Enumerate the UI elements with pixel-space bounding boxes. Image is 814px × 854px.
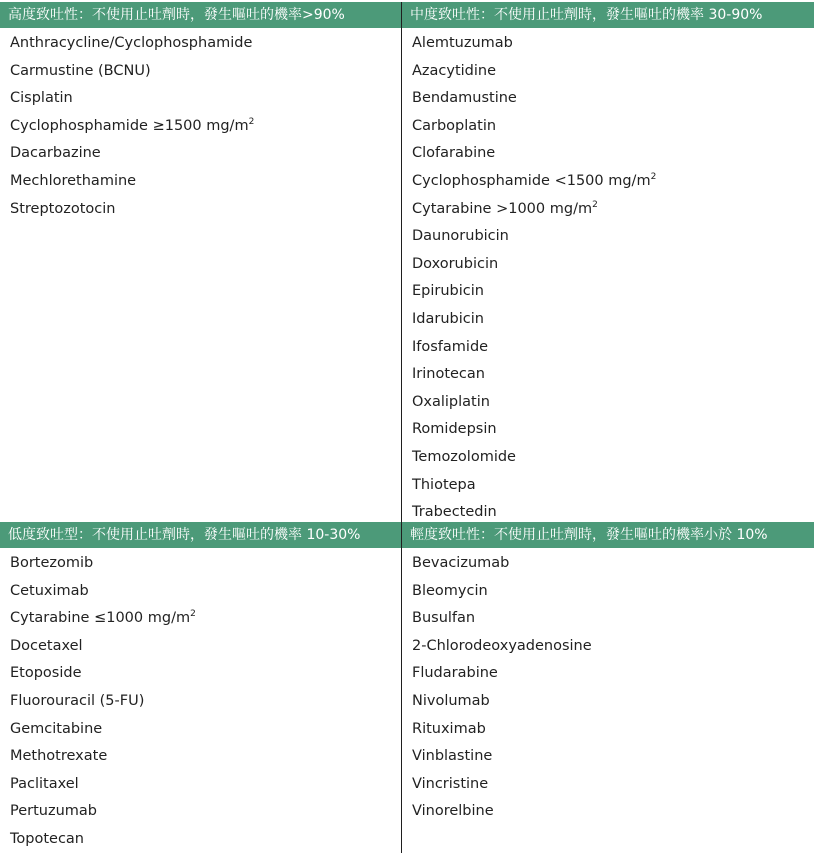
drug-name: Alemtuzumab bbox=[412, 35, 513, 51]
low-emetogenic-drug bbox=[10, 826, 401, 854]
drug-name: Doxorubicin bbox=[412, 255, 499, 272]
drug-name: Clofarabine bbox=[412, 145, 496, 162]
drug-name: Methotrexate bbox=[10, 748, 108, 765]
high-emetogenic-drug bbox=[10, 196, 401, 224]
minimal-emetogenic-drug bbox=[412, 743, 814, 771]
drug-name: Thiotepa bbox=[412, 476, 476, 493]
drug-name: Bleomycin bbox=[412, 582, 488, 599]
drug-name: Paclitaxel bbox=[10, 775, 79, 792]
drug-name: Dacarbazine bbox=[10, 145, 101, 162]
drug-name: Epirubicin bbox=[412, 283, 484, 300]
drug-name: Idarubicin bbox=[412, 310, 484, 327]
high-emetogenic-drug bbox=[10, 113, 401, 141]
moderate-emetogenic-drug bbox=[412, 306, 814, 334]
low-emetogenic-drug bbox=[10, 660, 401, 688]
drug-name: Daunorubicin bbox=[412, 228, 509, 245]
drug-name: Vincristine bbox=[412, 775, 489, 792]
moderate-emetogenic-drug bbox=[412, 168, 814, 196]
low-emetogenic-drug bbox=[10, 716, 401, 744]
low-emetogenic-drug bbox=[10, 550, 401, 578]
low-emetogenic-drug bbox=[10, 605, 401, 633]
high-emetogenic-drug bbox=[10, 30, 401, 58]
drug-name: Fluorouracil (5-FU) bbox=[10, 692, 145, 709]
moderate-emetogenic-drug bbox=[412, 389, 814, 417]
low-emetogenic-drug bbox=[10, 578, 401, 606]
drug-name: Cyclophosphamide ≥1500 mg/m bbox=[10, 117, 249, 134]
table-top-section bbox=[0, 2, 814, 522]
drug-name: Nivolumab bbox=[412, 692, 490, 709]
drug-name: Cisplatin bbox=[10, 90, 73, 107]
minimal-emetogenic-drug bbox=[412, 633, 814, 661]
drug-name: Fludarabine bbox=[412, 665, 498, 682]
moderate-emetogenic-header: 中度致吐性：不使用止吐劑時，發生嘔吐的機率 30-90% bbox=[402, 2, 814, 28]
low-emetogenic-drug bbox=[10, 771, 401, 799]
minimal-emetogenic-list bbox=[402, 548, 814, 826]
minimal-emetogenic-drug bbox=[412, 716, 814, 744]
low-emetogenic-drug bbox=[10, 743, 401, 771]
drug-name: Docetaxel bbox=[10, 637, 83, 654]
moderate-emetogenic-drug bbox=[412, 140, 814, 168]
drug-name: Mechlorethamine bbox=[10, 172, 137, 189]
moderate-emetogenic-drug bbox=[412, 278, 814, 306]
dose-unit-exponent: 2 bbox=[592, 199, 598, 210]
drug-name: Cytarabine >1000 mg/m bbox=[412, 200, 593, 217]
low-emetogenic-list bbox=[0, 548, 401, 854]
moderate-emetogenic-drug bbox=[412, 444, 814, 472]
high-emetogenic-header: 高度致吐性：不使用止吐劑時，發生嘔吐的機率>90% bbox=[0, 2, 401, 28]
drug-name: Vinorelbine bbox=[412, 803, 494, 820]
drug-name: Bendamustine bbox=[412, 90, 517, 107]
minimal-emetogenic-header: 輕度致吐性：不使用止吐劑時，發生嘔吐的機率小於 10% bbox=[402, 522, 814, 548]
drug-name: Cetuximab bbox=[10, 582, 89, 599]
moderate-emetogenic-drug bbox=[412, 30, 814, 58]
low-emetogenic-header: 低度致吐型：不使用止吐劑時，發生嘔吐的機率 10-30% bbox=[0, 522, 401, 548]
minimal-emetogenic-drug bbox=[412, 605, 814, 633]
drug-name: Irinotecan bbox=[412, 366, 485, 383]
minimal-emetogenic-drug bbox=[412, 771, 814, 799]
moderate-emetogenic-drug bbox=[412, 58, 814, 86]
moderate-emetogenic-drug bbox=[412, 416, 814, 444]
minimal-emetogenic-drug bbox=[412, 578, 814, 606]
low-emetogenic-drug bbox=[10, 798, 401, 826]
drug-name: Gemcitabine bbox=[10, 720, 103, 737]
drug-name: Azacytidine bbox=[412, 62, 497, 79]
minimal-emetogenic-drug bbox=[412, 550, 814, 578]
minimal-emetogenic-drug bbox=[412, 798, 814, 826]
minimal-emetogenic-drug bbox=[412, 660, 814, 688]
moderate-emetogenic-drug bbox=[412, 334, 814, 362]
moderate-emetogenic-drug bbox=[412, 85, 814, 113]
drug-name: Ifosfamide bbox=[412, 338, 489, 355]
drug-name: Cytarabine ≤1000 mg/m bbox=[10, 610, 191, 627]
drug-name: Streptozotocin bbox=[10, 200, 116, 217]
dose-unit-exponent: 2 bbox=[650, 171, 657, 182]
drug-name: Topotecan bbox=[10, 830, 84, 847]
dose-unit-exponent: 2 bbox=[248, 116, 255, 127]
drug-name: Oxaliplatin bbox=[412, 393, 490, 410]
drug-name: Carboplatin bbox=[412, 117, 497, 134]
drug-name: Busulfan bbox=[412, 610, 476, 627]
high-emetogenic-column bbox=[0, 2, 402, 522]
low-emetogenic-drug bbox=[10, 688, 401, 716]
drug-name: Temozolomide bbox=[412, 448, 516, 465]
drug-name: Bortezomib bbox=[10, 555, 94, 571]
moderate-emetogenic-drug bbox=[412, 472, 814, 500]
low-emetogenic-drug bbox=[10, 633, 401, 661]
drug-name: Etoposide bbox=[10, 665, 82, 682]
dose-unit-exponent: 2 bbox=[190, 609, 196, 620]
drug-name: Bevacizumab bbox=[412, 555, 510, 571]
drug-name: Vinblastine bbox=[412, 748, 493, 765]
moderate-emetogenic-drug bbox=[412, 223, 814, 251]
minimal-emetogenic-column bbox=[402, 522, 814, 853]
high-emetogenic-list bbox=[0, 28, 401, 223]
high-emetogenic-drug bbox=[10, 58, 401, 86]
moderate-emetogenic-drug bbox=[412, 251, 814, 279]
high-emetogenic-drug bbox=[10, 168, 401, 196]
drug-name: Pertuzumab bbox=[10, 803, 97, 820]
drug-name: Carmustine (BCNU) bbox=[10, 62, 151, 79]
drug-name: Romidepsin bbox=[412, 421, 497, 438]
table-bottom-section bbox=[0, 522, 814, 853]
drug-name: Cyclophosphamide <1500 mg/m bbox=[412, 172, 651, 189]
drug-name: Rituximab bbox=[412, 720, 486, 737]
high-emetogenic-drug bbox=[10, 140, 401, 168]
drug-name: Anthracycline/Cyclophosphamide bbox=[10, 35, 253, 51]
moderate-emetogenic-drug bbox=[412, 361, 814, 389]
low-emetogenic-column bbox=[0, 522, 402, 853]
minimal-emetogenic-drug bbox=[412, 688, 814, 716]
moderate-emetogenic-list bbox=[402, 28, 814, 527]
moderate-emetogenic-drug bbox=[412, 113, 814, 141]
drug-name: 2-Chlorodeoxyadenosine bbox=[412, 637, 592, 654]
moderate-emetogenic-column bbox=[402, 2, 814, 522]
drug-name: Trabectedin bbox=[412, 504, 497, 521]
high-emetogenic-drug bbox=[10, 85, 401, 113]
moderate-emetogenic-drug bbox=[412, 196, 814, 224]
